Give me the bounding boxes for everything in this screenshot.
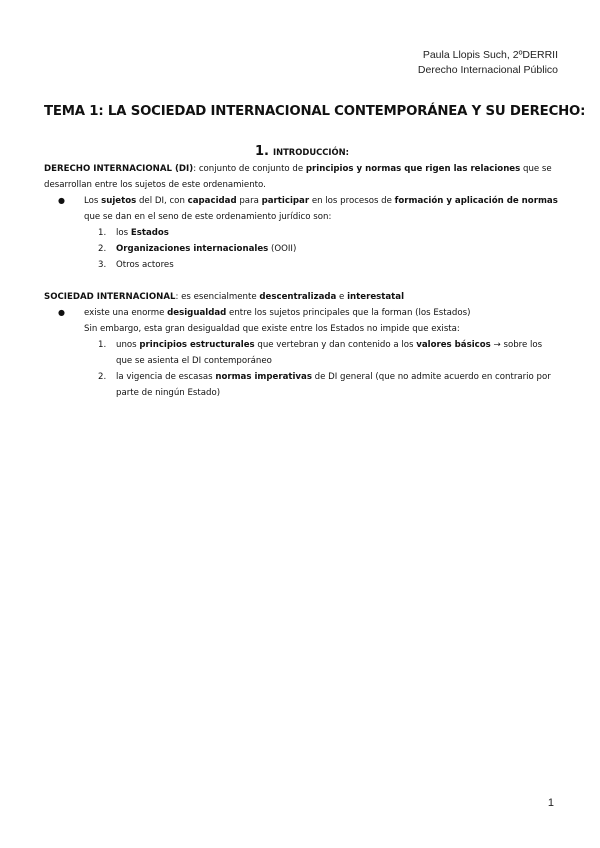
section-heading <box>44 144 560 161</box>
section-number: 1. <box>254 144 269 159</box>
section-title: INTRODUCCIÓN: <box>272 147 350 157</box>
list-item: 1. los Estados <box>98 228 169 238</box>
list-item: 2. Organizaciones internacionales (OOII) <box>98 244 297 254</box>
bullet-icon: ● <box>58 196 65 205</box>
bullet-icon: ● <box>58 308 65 317</box>
si-definition: SOCIEDAD INTERNACIONAL: es esencialmente descentralizada e interestatal <box>44 292 405 302</box>
page-number: 1 <box>547 797 554 809</box>
bullet-continuation: Sin embargo, esta gran desigualdad que existe entre los Estados no impide que exista: <box>84 324 460 334</box>
list-item: 3. Otros actores <box>98 260 174 270</box>
page-title: TEMA 1: LA SOCIEDAD INTERNACIONAL CONTEMPORÁNEA Y SU DERECHO: <box>44 104 586 119</box>
bullet-item-sujetos: ● Los sujetos del DI, con capacidad para participar en los procesos de formación y aplicación de normas que se dan en el seno de este ordenamiento jurídico son: <box>44 193 560 225</box>
subjects-list <box>44 225 560 273</box>
principles-list <box>44 337 560 401</box>
page-header <box>418 48 558 78</box>
header-author: Paula Llopis Such, 2ºDERRII <box>422 49 558 61</box>
bullet-item-desigualdad: ● existe una enorme desigualdad entre los sujetos principales que la forman (los Estados) <box>44 305 560 321</box>
list-item: 1. unos principios estructurales que vertebran y dan contenido a los valores básicos → sobre los que se asienta el DI contemporáneo <box>98 340 543 366</box>
di-definition: DERECHO INTERNACIONAL (DI): conjunto de conjunto de principios y normas que rigen las relaciones que se desarrollan entre los sujetos de este ordenamiento. <box>44 164 552 190</box>
document-body <box>44 144 560 401</box>
list-item: 2. la vigencia de escasas normas imperativas de DI general (que no admite acuerdo en contrario por parte de ningún Estado) <box>98 372 551 398</box>
header-course: Derecho Internacional Público <box>417 64 558 76</box>
